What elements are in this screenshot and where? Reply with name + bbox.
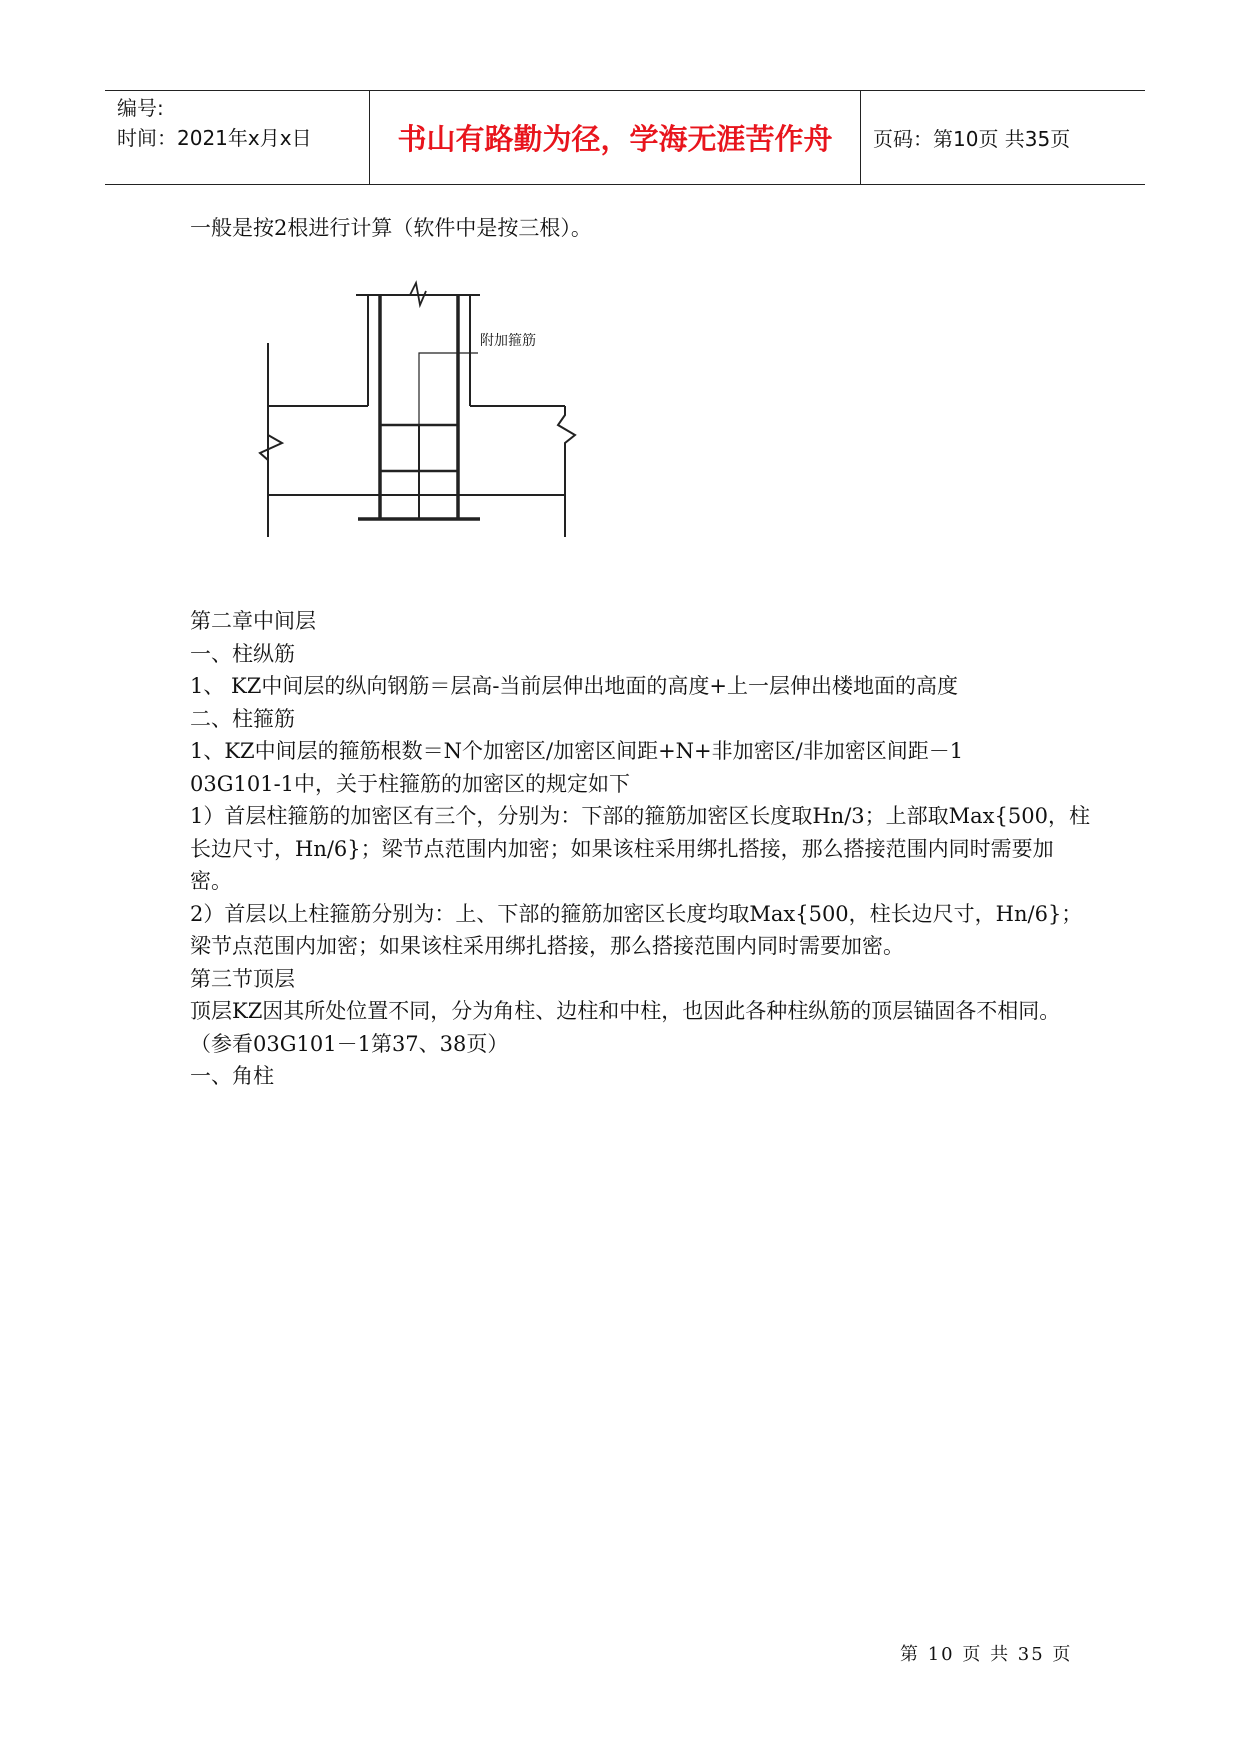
- paragraph: 2）首层以上柱箍筋分别为：上、下部的箍筋加密区长度均取Max{500，柱长边尺寸，Hn/6}；梁节点范围内加密；如果该柱采用绑扎搭接，那么搭接范围内同时需要加密。: [190, 901, 1083, 958]
- diagram-svg: [230, 275, 590, 555]
- page-footer: 第 10 页 共 35 页: [900, 1644, 1073, 1665]
- paragraph: 1、 KZ中间层的纵向钢筋＝层高-当前层伸出地面的高度+上一层伸出楼地面的高度: [190, 674, 959, 698]
- paragraph: 第二章中间层: [190, 609, 316, 633]
- body-text: [190, 605, 1090, 1093]
- paragraph: 第三节顶层: [190, 966, 295, 991]
- time-label: 时间：2021年x月x日: [117, 126, 312, 150]
- header-page-info: 页码：第10页 共35页: [873, 127, 1071, 151]
- header-motto: 书山有路勤为径，学海无涯苦作舟: [370, 91, 861, 184]
- header-meta: [105, 91, 370, 184]
- paragraph: 顶层KZ因其所处位置不同，分为角柱、边柱和中柱，也因此各种柱纵筋的顶层锚固各不相同。（参看03G101－1第37、38页）: [190, 999, 1061, 1056]
- paragraph: 二、柱箍筋: [190, 706, 295, 731]
- paragraph: 03G101-1中，关于柱箍筋的加密区的规定如下: [190, 771, 631, 796]
- paragraph: 1）首层柱箍筋的加密区有三个，分别为：下部的箍筋加密区长度取Hn/3；上部取Max{500，柱长边尺寸，Hn/6}；梁节点范围内加密；如果该柱采用绑扎搭接，那么搭接范围内同时需要加密。: [190, 804, 1090, 893]
- intro-text: 一般是按2根进行计算（软件中是按三根）。: [190, 216, 592, 240]
- column-stirrup-diagram: [230, 275, 590, 559]
- paragraph: 一、柱纵筋: [190, 641, 295, 666]
- paragraph: 一、角柱: [190, 1064, 274, 1088]
- paragraph: 1、KZ中间层的箍筋根数＝N个加密区/加密区间距+N+非加密区/非加密区间距－1: [190, 739, 964, 763]
- figure-label: 附加箍筋: [480, 333, 536, 349]
- page-header: [105, 90, 1145, 185]
- number-label: 编号:: [117, 96, 164, 120]
